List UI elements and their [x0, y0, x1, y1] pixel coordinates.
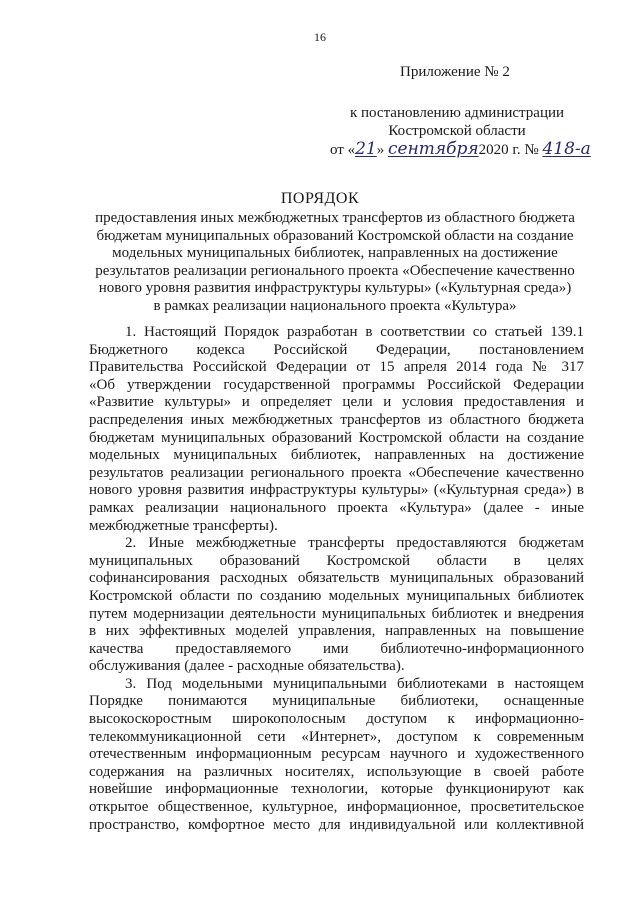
paragraph-2-line: в них эффективных моделей управления, направленных на повышение — [89, 623, 584, 640]
paragraph-1-line: Правительства Российской Федерации от 15 апреля 2014 года № 317 — [89, 359, 584, 376]
paragraph-3-line: высокоскоростным широкополосным доступом к информационно- — [89, 711, 584, 728]
paragraph-3-line: пространство, комфортное место для индивидуальной или коллективной — [89, 816, 584, 833]
paragraph-1-line: «Об утверждении государственной программы Российской Федерации — [89, 376, 584, 393]
subtitle-line: в рамках реализации национального проекта «Культура» — [153, 297, 517, 314]
resolution-reference — [330, 104, 591, 159]
paragraph-3-line: содержания на различных носителях, использующие в своей работе — [89, 763, 584, 780]
handwritten-month: сентября — [388, 139, 479, 159]
paragraph-1-line: рамках реализации национального проекта «Культура» (далее - иные — [89, 499, 584, 516]
paragraph-2-line: 2. Иные межбюджетные трансферты предоставляются бюджетам — [125, 535, 584, 552]
paragraph-2-line: качества предоставляемого ими библиотечно-информационного — [89, 640, 584, 657]
subtitle-line: модельных муниципальных библиотек, направленных на достижение — [112, 245, 558, 262]
paragraph-3-line: новейшие информационные технологии, которые функционируют как — [89, 781, 584, 798]
document-body — [89, 324, 584, 834]
resolution-date-line — [330, 139, 591, 159]
paragraph-1-line: нового уровня развития инфраструктуры культуры» («Культурная среда») в — [89, 482, 584, 499]
document-title: ПОРЯДОК — [280, 190, 360, 207]
paragraph-1-line: модельных муниципальных библиотек, направленных на достижение — [89, 447, 584, 464]
paragraph-1-line: результатов реализации регионального проекта «Обеспечение качественно — [89, 464, 584, 481]
date-prefix: от « — [330, 142, 356, 158]
resolution-line-2: Костромской области — [388, 123, 526, 139]
paragraph-3-line: 3. Под модельными муниципальными библиотеками в настоящем — [125, 675, 584, 692]
paragraph-1-line: Бюджетного кодекса Российской Федерации, постановлением — [89, 341, 584, 358]
paragraph-3-line: Порядке понимаются муниципальные библиотеки, оснащенные — [89, 693, 584, 710]
paragraph-2-line: путем модернизации деятельности муниципальных библиотек и внедрения — [89, 605, 584, 622]
appendix-label: Приложение № 2 — [400, 64, 510, 80]
date-mid: » — [376, 142, 385, 158]
year-part: 2020 г. № — [478, 142, 539, 158]
paragraph-2-line: Костромской области по созданию модельных муниципальных библиотек — [89, 587, 584, 604]
paragraph-2-line: обслуживания (далее - расходные обязательства). — [89, 658, 405, 675]
paragraph-1-line: «Развитие культуры» и определяет цели и условия предоставления и — [89, 394, 584, 411]
resolution-line-1: к постановлению администрации — [349, 105, 565, 121]
subtitle-line: предоставления иных межбюджетных трансфертов из областного бюджета — [95, 210, 575, 226]
paragraph-2-line: муниципальных образований Костромской области в целях — [89, 552, 584, 569]
subtitle-line: нового уровня развития инфраструктуры культуры» («Культурная среда») — [98, 280, 572, 297]
paragraph-3-line: телекоммуникационной сети «Интернет», доступом к современным — [89, 728, 584, 745]
paragraph-1-line: распределения иных межбюджетных трансфертов из областного бюджета — [89, 411, 584, 428]
paragraph-1-line: бюджетам муниципальных образований Костромской области на создание — [89, 429, 584, 446]
page-number: 16 — [314, 30, 326, 44]
paragraph-3-line: открытое общественное, культурное, информационное, просветительское — [89, 799, 584, 816]
paragraph-1-line: межбюджетные трансферты). — [89, 517, 278, 534]
handwritten-day: 21 — [355, 139, 377, 159]
paragraph-1-line: 1. Настоящий Порядок разработан в соответствии со статьей 139.1 — [125, 324, 584, 340]
paragraph-3-line: отечественным информационным ресурсам научного и художественного — [89, 746, 584, 763]
subtitle-line: бюджетам муниципальных образований Костромской области на создание — [96, 227, 574, 244]
paragraph-2-line: софинансирования расходных обязательств муниципальных образований — [89, 570, 584, 587]
document-subtitle — [86, 210, 584, 316]
subtitle-line: результатов реализации регионального проекта «Обеспечение качественно — [95, 262, 575, 279]
handwritten-number: 418-а — [542, 139, 591, 159]
